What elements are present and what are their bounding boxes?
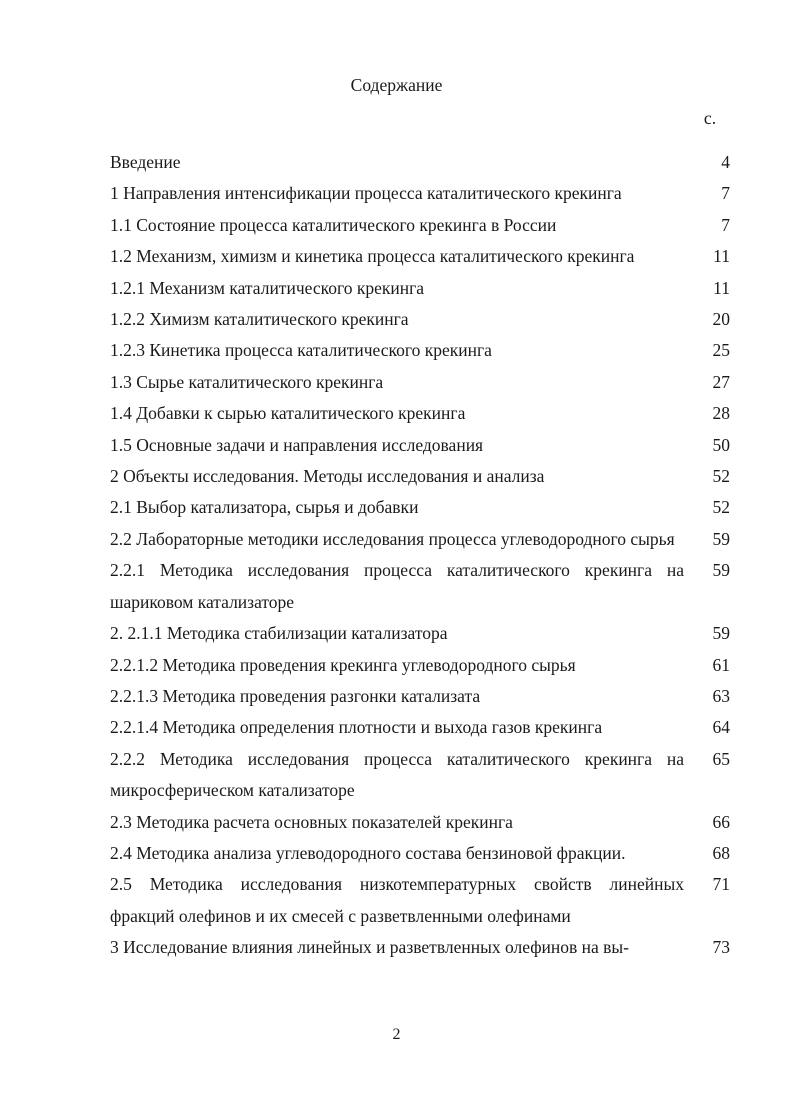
toc-entry-text: 2 Объекты исследования. Методы исследования и анализа xyxy=(110,466,545,487)
toc-entry-page: 64 xyxy=(712,717,730,738)
toc-entry-1-2[interactable] xyxy=(110,241,730,272)
toc-entry-2-2-1-2[interactable] xyxy=(110,650,730,681)
toc-entry-page: 63 xyxy=(712,685,730,706)
toc-entry-page: 20 xyxy=(712,309,730,330)
toc-entry-1[interactable] xyxy=(110,178,730,209)
page-column-label: с. xyxy=(703,108,717,128)
toc-entry-2-2-1-4[interactable] xyxy=(110,712,730,743)
toc-entry-page: 11 xyxy=(713,277,730,298)
toc-entry-page: 59 xyxy=(712,623,730,644)
toc-entry-text: 1.1 Состояние процесса каталитического крекинга в России xyxy=(110,214,557,235)
toc-entry-2-4[interactable] xyxy=(110,838,730,869)
toc-entry-text: 2.2.1 Методика исследования процесса каталитического крекинга на шариковом катализаторе xyxy=(110,560,684,612)
toc-entry-2-2-1-3[interactable] xyxy=(110,681,730,712)
toc-entry-page: 59 xyxy=(712,560,730,581)
toc-entry-text: 3 Исследование влияния линейных и разветвленных олефинов на вы- xyxy=(110,937,630,958)
toc-entry-introduction[interactable] xyxy=(110,147,730,178)
toc-entry-text: 1.4 Добавки к сырью каталитического крекинга xyxy=(110,403,466,424)
toc-entry-text: 1 Направления интенсификации процесса каталитического крекинга xyxy=(110,183,622,204)
toc-entry-text: 2.1 Выбор катализатора, сырья и добавки xyxy=(110,497,419,518)
toc-entry-2-2-1[interactable] xyxy=(110,555,730,618)
toc-entry-1-2-1[interactable] xyxy=(110,273,730,304)
toc-entry-2-2-2[interactable] xyxy=(110,744,730,807)
toc-entry-text: 2.2.1.2 Методика проведения крекинга углеводородного сырья xyxy=(110,654,576,675)
toc-entry-2-2-1-1[interactable] xyxy=(110,618,730,649)
toc-entry-2-1[interactable] xyxy=(110,492,730,523)
toc-entry-text: 1.2 Механизм, химизм и кинетика процесса каталитического крекинга xyxy=(110,246,635,267)
table-of-contents xyxy=(110,147,730,964)
page-title: Содержание xyxy=(350,75,443,95)
toc-entry-page: 73 xyxy=(712,937,730,958)
toc-entry-page: 27 xyxy=(712,371,730,392)
toc-entry-page: 71 xyxy=(712,874,730,895)
toc-entry-2-3[interactable] xyxy=(110,807,730,838)
toc-entry-text: 2.4 Методика анализа углеводородного состава бензиновой фракции. xyxy=(110,842,626,863)
toc-entry-page: 4 xyxy=(721,152,730,172)
toc-entry-1-4[interactable] xyxy=(110,398,730,429)
toc-entry-text: 2.2.1.4 Методика определения плотности и выхода газов крекинга xyxy=(110,717,603,738)
toc-entry-page: 68 xyxy=(712,842,730,863)
toc-entry-text: 1.2.3 Кинетика процесса каталитического крекинга xyxy=(110,340,492,361)
toc-entry-text: 2.2.1.3 Методика проведения разгонки катализата xyxy=(110,685,481,706)
toc-entry-page: 66 xyxy=(712,811,730,832)
toc-entry-text: 1.2.2 Химизм каталитического крекинга xyxy=(110,309,409,330)
toc-entry-1-2-3[interactable] xyxy=(110,335,730,366)
toc-entry-text: 1.3 Сырье каталитического крекинга xyxy=(110,371,384,392)
toc-entry-text: 2. 2.1.1 Методика стабилизации катализатора xyxy=(110,623,448,644)
page-number: 2 xyxy=(392,1026,401,1043)
toc-entry-page: 52 xyxy=(712,466,730,487)
toc-entry-1-1[interactable] xyxy=(110,210,730,241)
toc-entry-page: 11 xyxy=(713,246,730,267)
toc-entry-1-3[interactable] xyxy=(110,367,730,398)
toc-entry-1-5[interactable] xyxy=(110,430,730,461)
toc-entry-page: 65 xyxy=(712,748,730,769)
toc-entry-page: 59 xyxy=(712,528,730,549)
toc-entry-page: 7 xyxy=(721,183,730,204)
toc-entry-page: 61 xyxy=(712,654,730,675)
toc-entry-2[interactable] xyxy=(110,461,730,492)
toc-entry-3[interactable] xyxy=(110,932,730,963)
toc-entry-page: 25 xyxy=(712,340,730,361)
toc-entry-text: 2.3 Методика расчета основных показателей крекинга xyxy=(110,811,513,832)
toc-entry-page: 52 xyxy=(712,497,730,518)
toc-entry-text: 2.2 Лабораторные методики исследования процесса углеводородного сырья xyxy=(110,528,675,549)
toc-entry-1-2-2[interactable] xyxy=(110,304,730,335)
toc-entry-text: 1.2.1 Механизм каталитического крекинга xyxy=(110,277,425,298)
toc-entry-text: Введение xyxy=(110,152,181,172)
toc-entry-text: 2.2.2 Методика исследования процесса каталитического крекинга на микросферическом катализаторе xyxy=(110,748,684,801)
toc-entry-page: 7 xyxy=(721,214,730,235)
toc-entry-page: 50 xyxy=(712,434,730,455)
toc-entry-2-2[interactable] xyxy=(110,524,730,555)
toc-entry-2-5[interactable] xyxy=(110,869,730,932)
toc-entry-text: 1.5 Основные задачи и направления исследования xyxy=(110,434,484,455)
toc-entry-page: 28 xyxy=(712,403,730,424)
toc-entry-text: 2.5 Методика исследования низкотемпературных свойств линейных фракций олефинов и их смесей с разветвленными олефинами xyxy=(110,874,684,926)
